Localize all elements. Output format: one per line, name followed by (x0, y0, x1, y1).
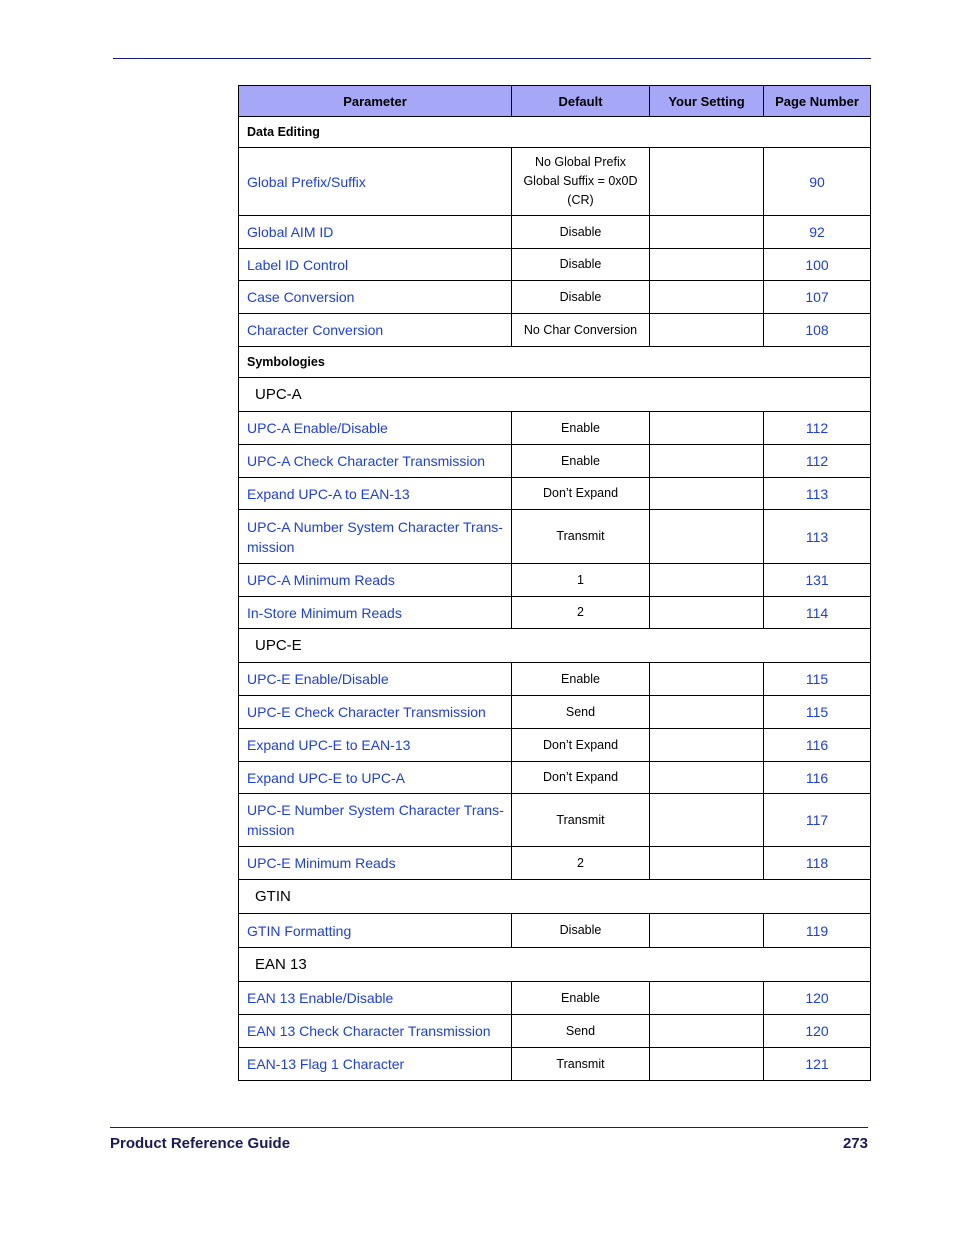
page-number-link[interactable]: 100 (764, 249, 871, 281)
default-value: Disable (512, 914, 650, 948)
header-parameter: Parameter (239, 86, 512, 117)
parameter-link[interactable]: UPC-A Check Character Transmission (239, 445, 512, 478)
section-row (239, 117, 871, 148)
page-number-link[interactable]: 120 (764, 982, 871, 1015)
parameter-link[interactable]: Expand UPC-A to EAN-13 (239, 478, 512, 510)
footer-title: Product Reference Guide (110, 1135, 291, 1152)
default-value: Send (512, 696, 650, 729)
section-label: Symbologies (239, 347, 871, 378)
subsection-row (239, 880, 871, 914)
parameter-link[interactable]: UPC-E Check Character Transmission (239, 696, 512, 729)
table-row (239, 794, 871, 847)
page-number-link[interactable]: 113 (764, 510, 871, 564)
subsection-label: UPC-A (239, 378, 871, 412)
parameter-link[interactable]: EAN 13 Enable/Disable (239, 982, 512, 1015)
default-value: No Global Prefix Global Suffix = 0x0D (CR) (512, 148, 650, 216)
default-value: Transmit (512, 1048, 650, 1081)
default-value: Don’t Expand (512, 762, 650, 794)
default-value: Don’t Expand (512, 729, 650, 762)
table-row (239, 412, 871, 445)
subsection-row (239, 948, 871, 982)
default-value: Enable (512, 982, 650, 1015)
default-value: Enable (512, 412, 650, 445)
page-number-link[interactable]: 115 (764, 663, 871, 696)
table-row (239, 729, 871, 762)
parameter-link[interactable]: GTIN Formatting (239, 914, 512, 948)
parameter-link[interactable]: Expand UPC-E to EAN-13 (239, 729, 512, 762)
your-setting-cell[interactable] (650, 794, 764, 847)
your-setting-cell[interactable] (650, 729, 764, 762)
page-number-link[interactable]: 131 (764, 564, 871, 597)
parameter-link[interactable]: Expand UPC-E to UPC-A (239, 762, 512, 794)
table-row (239, 914, 871, 948)
table-row (239, 510, 871, 564)
table-row (239, 249, 871, 281)
page-number-link[interactable]: 108 (764, 314, 871, 347)
parameter-table (238, 85, 871, 1081)
page-number-link[interactable]: 116 (764, 762, 871, 794)
parameter-link[interactable]: UPC-E Enable/Disable (239, 663, 512, 696)
parameter-link[interactable]: UPC-A Enable/Disable (239, 412, 512, 445)
your-setting-cell[interactable] (650, 216, 764, 249)
your-setting-cell[interactable] (650, 412, 764, 445)
page-number-link[interactable]: 92 (764, 216, 871, 249)
header-your-setting: Your Setting (650, 86, 764, 117)
your-setting-cell[interactable] (650, 982, 764, 1015)
page-number-link[interactable]: 112 (764, 412, 871, 445)
your-setting-cell[interactable] (650, 249, 764, 281)
table-row (239, 148, 871, 216)
header-default: Default (512, 86, 650, 117)
default-value: Don’t Expand (512, 478, 650, 510)
page-number-link[interactable]: 117 (764, 794, 871, 847)
default-value: 2 (512, 847, 650, 880)
subsection-label: GTIN (239, 880, 871, 914)
parameter-link[interactable]: UPC-E Minimum Reads (239, 847, 512, 880)
page-number-link[interactable]: 115 (764, 696, 871, 729)
table-row (239, 696, 871, 729)
parameter-link[interactable]: UPC-A Minimum Reads (239, 564, 512, 597)
header-page-number: Page Number (764, 86, 871, 117)
parameter-link[interactable]: Label ID Control (239, 249, 512, 281)
your-setting-cell[interactable] (650, 1015, 764, 1048)
page-number-link[interactable]: 119 (764, 914, 871, 948)
your-setting-cell[interactable] (650, 564, 764, 597)
table-row (239, 445, 871, 478)
your-setting-cell[interactable] (650, 847, 764, 880)
table-row (239, 982, 871, 1015)
table-row (239, 281, 871, 314)
subsection-row (239, 629, 871, 663)
your-setting-cell[interactable] (650, 597, 764, 629)
parameter-link[interactable]: EAN 13 Check Character Transmission (239, 1015, 512, 1048)
your-setting-cell[interactable] (650, 281, 764, 314)
default-value: 1 (512, 564, 650, 597)
parameter-link[interactable]: Global Prefix/Suffix (239, 148, 512, 216)
parameter-link[interactable]: Global AIM ID (239, 216, 512, 249)
your-setting-cell[interactable] (650, 762, 764, 794)
your-setting-cell[interactable] (650, 445, 764, 478)
parameter-link[interactable]: EAN-13 Flag 1 Character (239, 1048, 512, 1081)
table-row (239, 1048, 871, 1081)
table-row (239, 762, 871, 794)
parameter-link[interactable]: In-Store Minimum Reads (239, 597, 512, 629)
subsection-label: UPC-E (239, 629, 871, 663)
top-rule (113, 58, 871, 59)
default-value: Disable (512, 249, 650, 281)
default-value: No Char Conversion (512, 314, 650, 347)
page-number-link[interactable]: 90 (764, 148, 871, 216)
your-setting-cell[interactable] (650, 510, 764, 564)
subsection-row (239, 378, 871, 412)
page-number-link[interactable]: 114 (764, 597, 871, 629)
table-header-row (239, 86, 871, 117)
default-value: Transmit (512, 510, 650, 564)
default-value: Send (512, 1015, 650, 1048)
footer-page-number: 273 (842, 1135, 868, 1152)
page-number-link[interactable]: 118 (764, 847, 871, 880)
your-setting-cell[interactable] (650, 1048, 764, 1081)
your-setting-cell[interactable] (650, 148, 764, 216)
footer-rule (110, 1127, 868, 1128)
table-row (239, 478, 871, 510)
page-number-link[interactable]: 113 (764, 478, 871, 510)
your-setting-cell[interactable] (650, 478, 764, 510)
default-value: 2 (512, 597, 650, 629)
section-row (239, 347, 871, 378)
default-value: Enable (512, 445, 650, 478)
default-value: Disable (512, 281, 650, 314)
table-row (239, 1015, 871, 1048)
table-row (239, 597, 871, 629)
parameter-link[interactable]: UPC-A Number System Character Trans- mission (239, 510, 512, 564)
your-setting-cell[interactable] (650, 696, 764, 729)
table-body (239, 117, 871, 1081)
page-number-link[interactable]: 120 (764, 1015, 871, 1048)
table-row (239, 564, 871, 597)
page-number-link[interactable]: 121 (764, 1048, 871, 1081)
default-value: Transmit (512, 794, 650, 847)
page-number-link[interactable]: 107 (764, 281, 871, 314)
table-row (239, 216, 871, 249)
page-number-link[interactable]: 112 (764, 445, 871, 478)
your-setting-cell[interactable] (650, 914, 764, 948)
subsection-label: EAN 13 (239, 948, 871, 982)
default-value: Enable (512, 663, 650, 696)
table-row (239, 663, 871, 696)
table-row (239, 314, 871, 347)
page-number-link[interactable]: 116 (764, 729, 871, 762)
your-setting-cell[interactable] (650, 663, 764, 696)
your-setting-cell[interactable] (650, 314, 764, 347)
parameter-link[interactable]: Character Conversion (239, 314, 512, 347)
default-value: Disable (512, 216, 650, 249)
section-label: Data Editing (239, 117, 871, 148)
parameter-link[interactable]: UPC-E Number System Character Trans- mission (239, 794, 512, 847)
parameter-link[interactable]: Case Conversion (239, 281, 512, 314)
table-row (239, 847, 871, 880)
